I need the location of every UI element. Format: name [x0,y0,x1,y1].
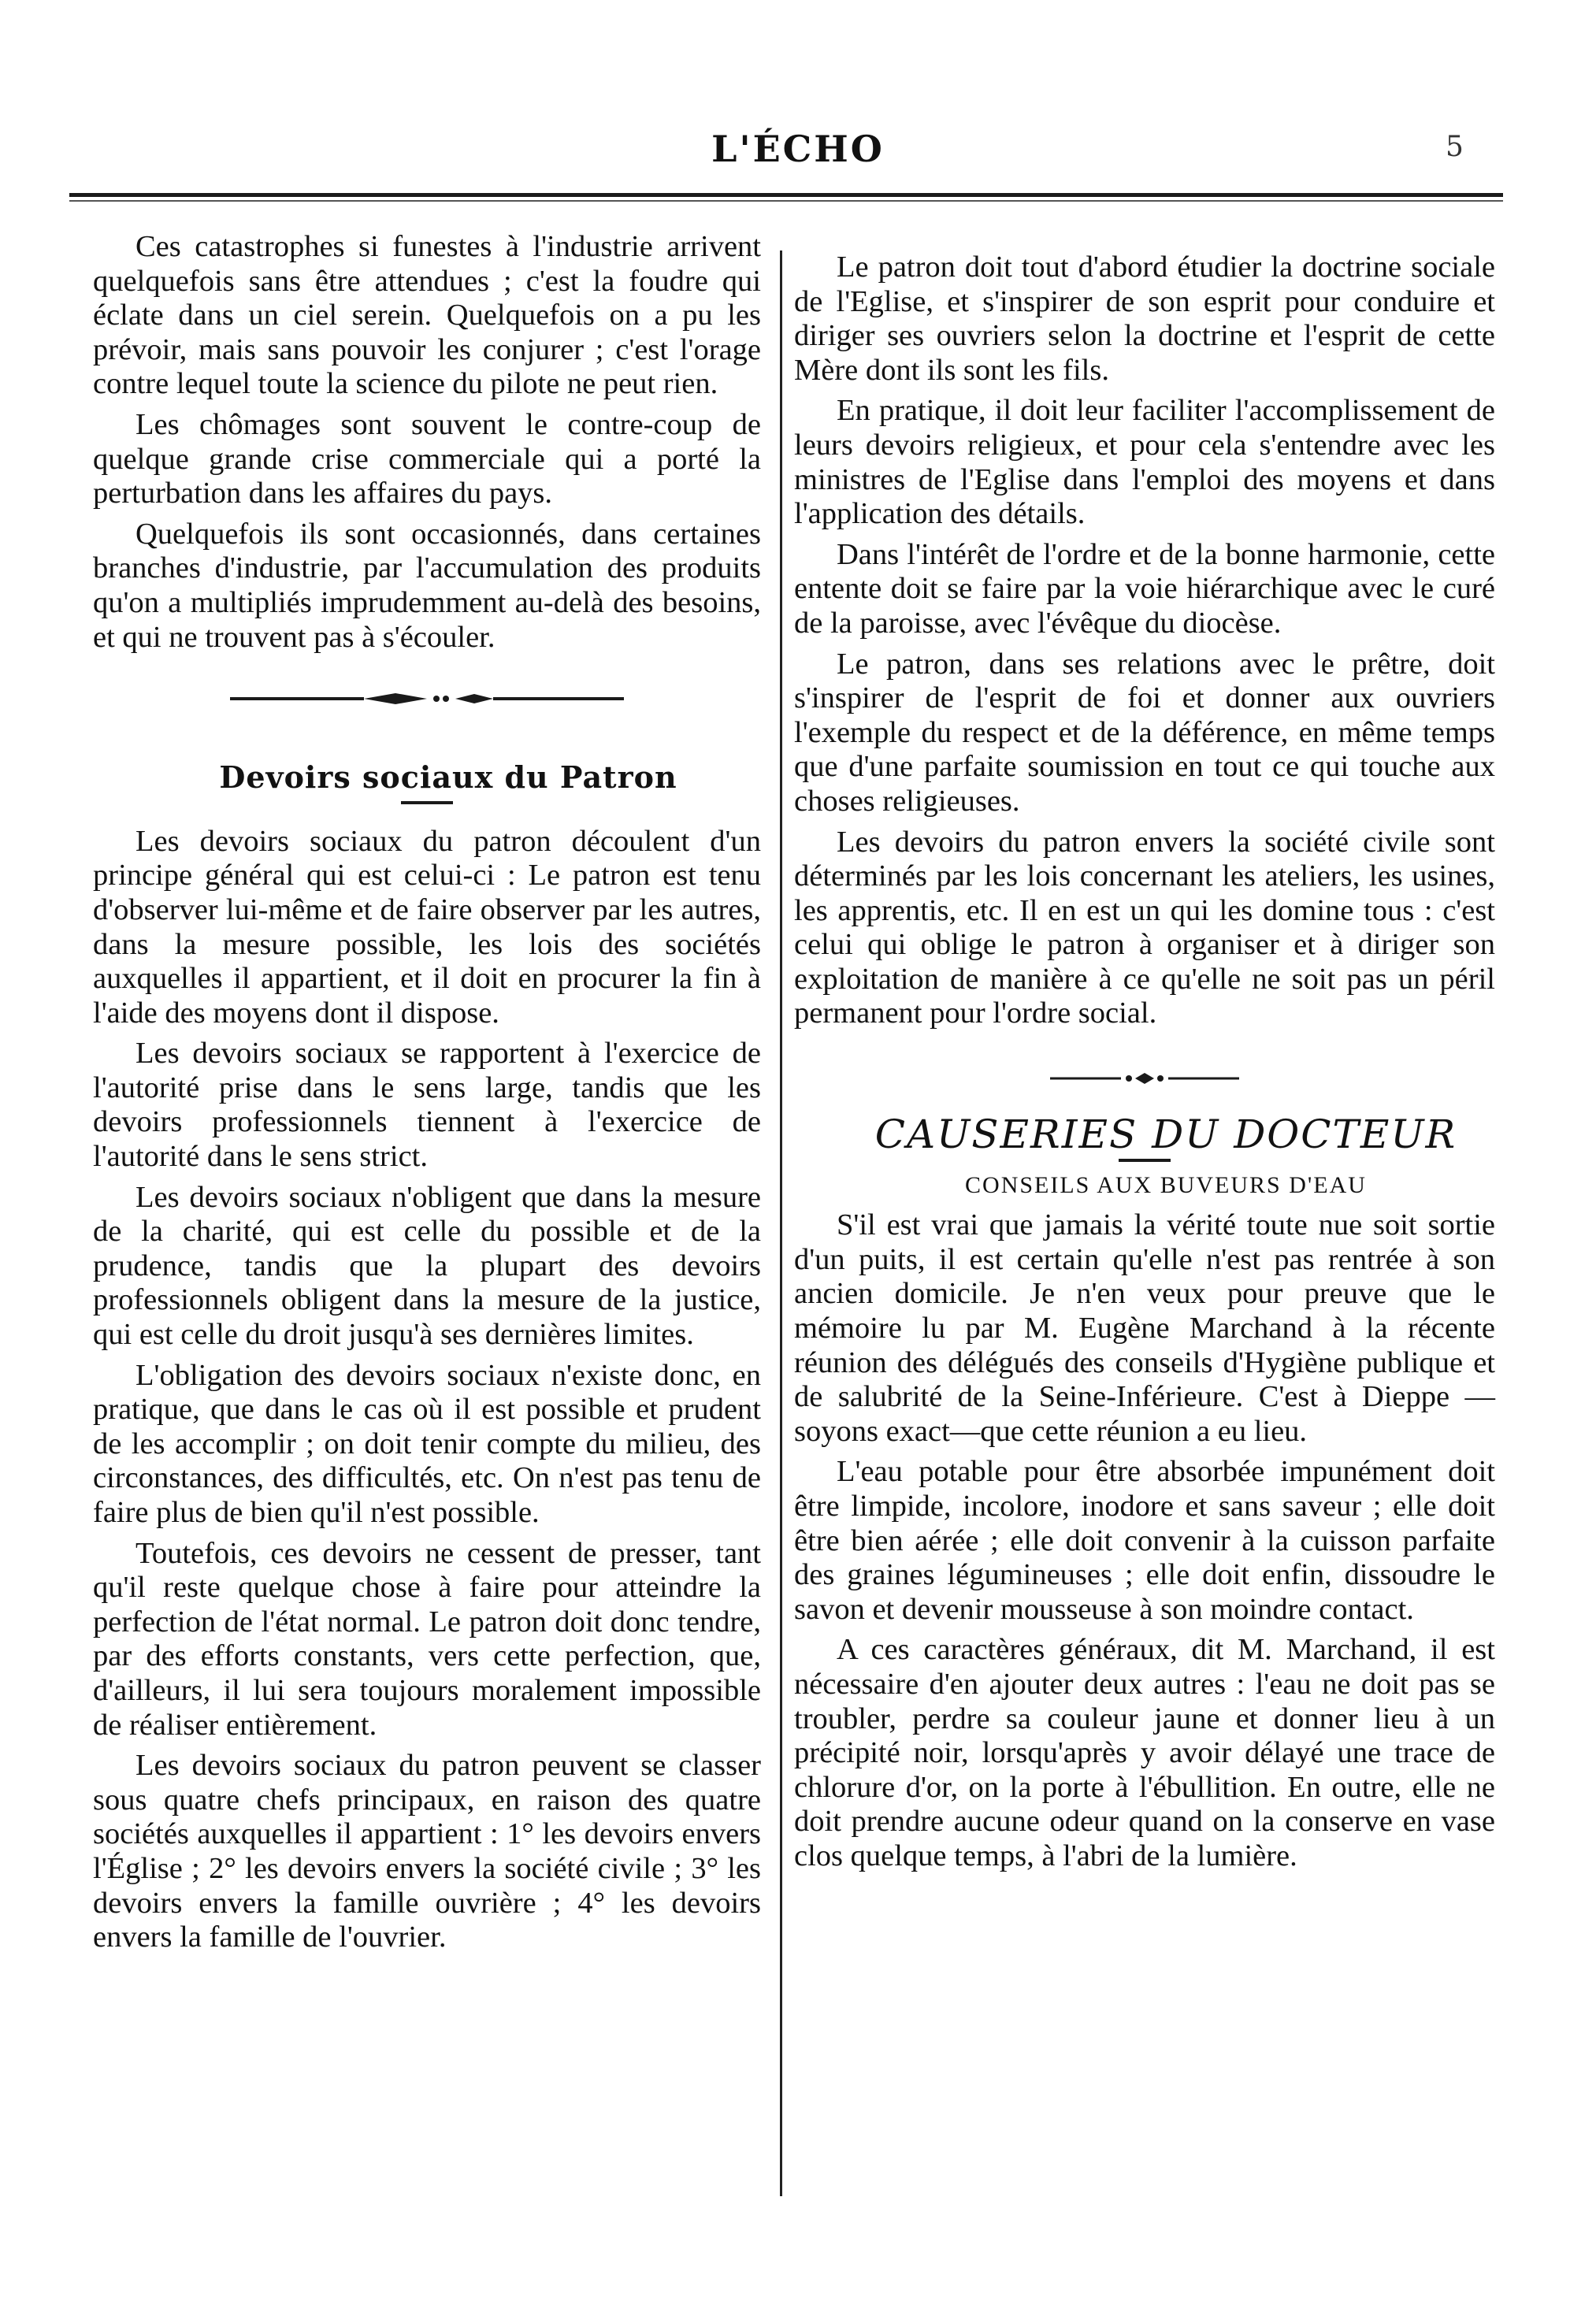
right-column [794,250,1495,1880]
running-title: L'ÉCHO [711,128,885,170]
page-number: 5 [1446,131,1464,163]
column-divider [780,250,782,2196]
header-rule-thin [69,200,1503,202]
paragraph: A ces caractères généraux, dit M. Marchand, il est nécessaire d'en ajouter deux autres : l'eau ne doit pas se troubler, perdre sa couleur jaune et donner lieu à un précipité noir, lorsqu'après y avoir délayé une trace de chlorure d'or, on la porte à l'ébullition. En outre, elle ne doit prendre aucune odeur quand on la conserve en vase clos quelque temps, à l'abri de la lumière. [794,1633,1495,1872]
paragraph: Les chômages sont souvent le contre-coup de quelque grande crise commerciale qui a porté la perturbation dans les affaires du pays. [93,407,761,510]
section-title: Devoirs sociaux du Patron [219,759,677,796]
paragraph: En pratique, il doit leur faciliter l'accomplissement de leurs devoirs religieux, et pour cela s'entendre avec les ministres de l'Eglise dans l'emploi des moyens et dans l'application des détails. [794,394,1495,531]
paragraph: Les devoirs du patron envers la société civile sont déterminés par les lois concernant les ateliers, les usines, les apprentis, etc. Il en est un qui les domine tous : c'est celui qui oblige le patron à organiser et à diriger son exploitation de manière à ce qu'elle ne soit pas un péril permanent pour l'ordre social. [794,825,1495,1030]
ornament-divider [93,683,761,714]
paragraph: Le patron doit tout d'abord étudier la doctrine sociale de l'Eglise, et s'inspirer de son esprit pour conduire et diriger ses ouvriers selon la doctrine et l'esprit de cette Mère dont ils sont les fils. [794,250,1495,387]
paragraph: Le patron, dans ses relations avec le prêtre, doit s'inspirer de l'esprit de foi et donner aux ouvriers l'exemple du respect et de la déférence, en même temps que d'une parfaite soumission en tout ce qui touche aux choses religieuses. [794,647,1495,818]
paragraph: L'eau potable pour être absorbée impunément doit être limpide, incolore, inodore et sans saveur ; elle doit être bien aérée ; elle doit convenir à la cuisson parfaite des graines légumineuses ; elle doit enfin, dissoudre le savon et devenir mousseuse à son moindre contact. [794,1455,1495,1626]
ornament-divider-icon [1050,1063,1239,1094]
paragraph: Les devoirs sociaux n'obligent que dans la mesure de la charité, qui est celle du possible et de la prudence, tandis que la plupart des devoirs professionnels obligent dans la mesure de la justice, qui est celle du droit jusqu'à ses dernières limites. [93,1180,761,1352]
paragraph: L'obligation des devoirs sociaux n'existe donc, en pratique, que dans le cas où il est possible et prudent de les accomplir ; on doit tenir compte du milieu, des circonstances, des difficultés, etc. On n'est pas tenu de faire plus de bien qu'il n'est possible. [93,1358,761,1529]
paragraph: Les devoirs sociaux du patron découlent d'un principe général qui est celui-ci : Le patron est tenu d'observer lui-même et de faire observer par les autres, dans la mesure possible, les lois des sociétés auxquelles il appartient, et il doit en procurer la fin à l'aide des moyens dont il dispose. [93,824,761,1030]
paragraph: Ces catastrophes si funestes à l'industrie arrivent quelquefois sans être attendues ; c'est la foudre qui éclate dans un ciel serein. Quelquefois on a pu les prévoir, mais sans pouvoir les conjurer ; c'est l'orage contre lequel toute la science du pilote ne peut rien. [93,230,761,401]
section-title: CAUSERIES DU DOCTEUR [874,1111,1457,1158]
paragraph: Les devoirs sociaux du patron peuvent se classer sous quatre chefs principaux, en raison des quatre sociétés auxquelles il appartient : 1° les devoirs envers l'Église ; 2° les devoirs envers la société civile ; 3° les devoirs envers la famille ouvrière ; 4° les devoirs envers la famille de l'ouvrier. [93,1749,761,1954]
left-column [93,230,761,1961]
subheading: CONSEILS AUX BUVEURS D'EAU [965,1171,1367,1198]
ornament-divider-icon [230,683,624,714]
ornament-divider [794,1063,1495,1094]
section-rule [1119,1159,1171,1162]
paragraph: Dans l'intérêt de l'ordre et de la bonne harmonie, cette entente doit se faire par la voie hiérarchique avec le curé de la paroisse, avec l'évêque du diocèse. [794,537,1495,640]
paragraph: S'il est vrai que jamais la vérité toute nue soit sortie d'un puits, il est certain qu'elle n'est pas rentrée à son ancien domicile. Je n'en veux pour preuve que le mémoire lu par M. Eugène Marchand à la récente réunion des délégués des conseils d'Hygiène publique et de salubrité de la Seine-Inférieure. C'est à Dieppe —soyons exact—que cette réunion a eu lieu. [794,1208,1495,1448]
section-rule [401,801,453,804]
paragraph: Les devoirs sociaux se rapportent à l'exercice de l'autorité prise dans le sens large, tandis que les devoirs professionnels tiennent à l'exercice de l'autorité dans le sens strict. [93,1037,761,1174]
paragraph: Quelquefois ils sont occasionnés, dans certaines branches d'industrie, par l'accumulation des produits qu'on a multipliés imprudemment au-delà des besoins, et qui ne trouvent pas à s'écouler. [93,517,761,654]
header-rule [69,193,1503,197]
paragraph: Toutefois, ces devoirs ne cessent de presser, tant qu'il reste quelque chose à faire pour atteindre la perfection de l'état normal. Le patron doit donc tendre, par des efforts constants, vers cette perfection, que, d'ailleurs, il lui sera toujours moralement impossible de réaliser entièrement. [93,1536,761,1742]
